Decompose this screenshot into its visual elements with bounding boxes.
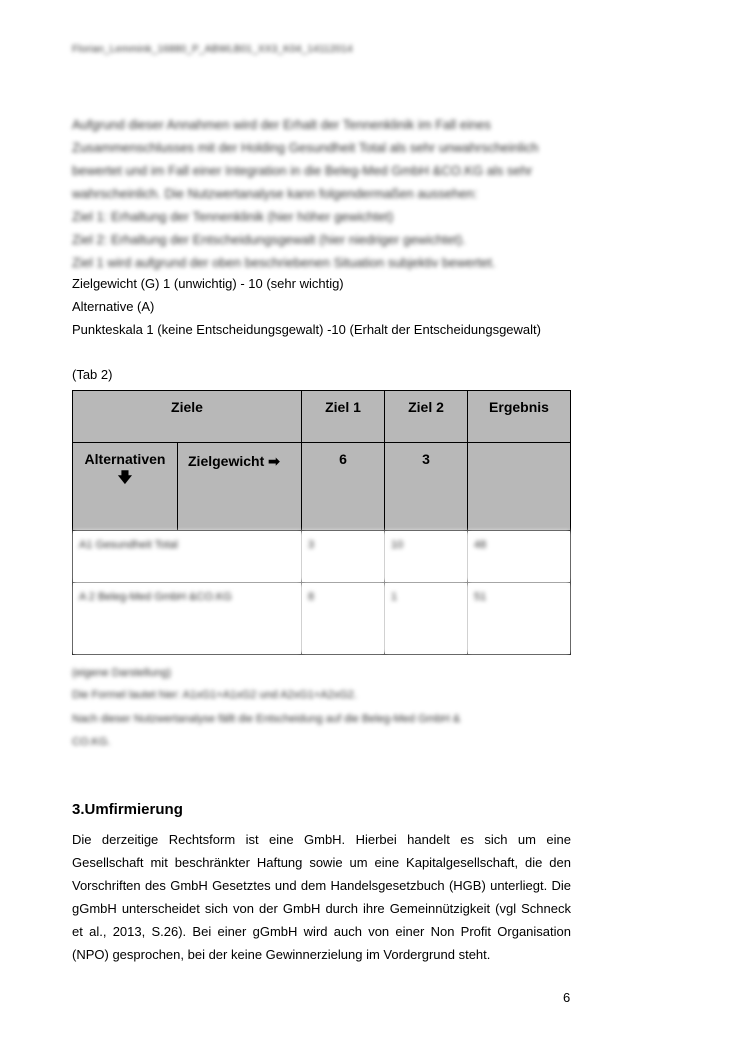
section-body: Die derzeitige Rechtsform ist eine GmbH. Hierbei handelt es sich um eine Gesellschaft mit beschränkter Haftung sowie um eine Kapitalgesellschaft, die den Vorschriften des GmbH Gesetztes und dem Handelsgesetzbuch (HGB) unterliegt. Die gGmbH unterscheidet sich von der GmbH durch ihre Gemeinnützigkeit (vgl Schneck et al., 2013, S.26). Bei einer gGmbH wird auch von einer Non Profit Organisation (NPO) gesprochen, bei der keine Gewinnerzielung im Vordergrund steht.	[72, 832, 571, 962]
intro-line: Ziel 1 wird aufgrund der oben beschriebenen Situation subjektiv bewertet.	[72, 255, 496, 270]
row-name: A1 Gesundheit Total	[73, 531, 302, 583]
arrow-down-icon: 🡇	[117, 469, 133, 485]
table-caption: (Tab 2)	[72, 367, 113, 382]
intro-line: wahrscheinlich. Die Nutzwertanalyse kann folgendermaßen aussehen:	[72, 186, 478, 201]
alternativen-label: Alternativen	[84, 451, 166, 467]
after-table-line: CO.KG.	[72, 736, 111, 748]
row-ziel2: 10	[385, 531, 468, 583]
intro-line: Ziel 2: Erhaltung der Entscheidungsgewalt (hier niedriger gewichtet).	[72, 232, 466, 247]
row-ziel1: 3	[302, 531, 385, 583]
after-table-line: (eigene Darstellung)	[72, 667, 172, 679]
table-row	[73, 531, 571, 583]
nutzwert-table	[72, 390, 571, 655]
intro-line: bewertet und im Fall einer Integration in die Beleg-Med GmbH &CO.KG als sehr	[72, 163, 533, 178]
section-title: 3.Umfirmierung	[72, 801, 183, 818]
table-weights-row	[73, 443, 571, 531]
header-ziel2: Ziel 2	[385, 391, 468, 443]
header-ziel1: Ziel 1	[302, 391, 385, 443]
after-table-line: Die Formel lautet hier: A1xG1+A1xG2 und A2xG1+A2xG2.	[72, 689, 357, 701]
scale-line-alternative: Alternative (A)	[72, 299, 155, 314]
cell-alternativen	[73, 443, 178, 531]
table-header-row	[73, 391, 571, 443]
header-ziele: Ziele	[73, 391, 302, 443]
table-row	[73, 583, 571, 655]
document-header: Florian_Lemmink_16880_P_ABWLB01_XX3_K04_14112014	[72, 44, 353, 55]
row-name: A 2 Beleg-Med GmbH &CO.KG	[73, 583, 302, 655]
row-ergebnis: 51	[468, 583, 571, 655]
zielgewicht-label: Zielgewicht ➡	[188, 453, 280, 469]
intro-line: Ziel 1: Erhaltung der Tennenklinik (hier höher gewichtet)	[72, 209, 394, 224]
weight-ziel1: 6	[302, 443, 385, 531]
weight-ergebnis	[468, 443, 571, 531]
after-table-line: Nach dieser Nutzwertanalyse fällt die Entscheidung auf die Beleg-Med GmbH &	[72, 713, 461, 725]
row-ziel2: 1	[385, 583, 468, 655]
cell-zielgewicht	[178, 443, 302, 531]
row-ergebnis: 48	[468, 531, 571, 583]
header-ergebnis: Ergebnis	[468, 391, 571, 443]
intro-line: Zusammenschlusses mit der Holding Gesundheit Total als sehr unwahrscheinlich	[72, 140, 539, 155]
row-ziel1: 8	[302, 583, 385, 655]
scale-line-zielgewicht: Zielgewicht (G) 1 (unwichtig) - 10 (sehr wichtig)	[72, 276, 344, 291]
scale-line-punkteskala: Punkteskala 1 (keine Entscheidungsgewalt) -10 (Erhalt der Entscheidungsgewalt)	[72, 322, 541, 337]
intro-line: Aufgrund dieser Annahmen wird der Erhalt der Tennenklinik im Fall eines	[72, 117, 491, 132]
page-number: 6	[563, 990, 571, 1005]
weight-ziel2: 3	[385, 443, 468, 531]
